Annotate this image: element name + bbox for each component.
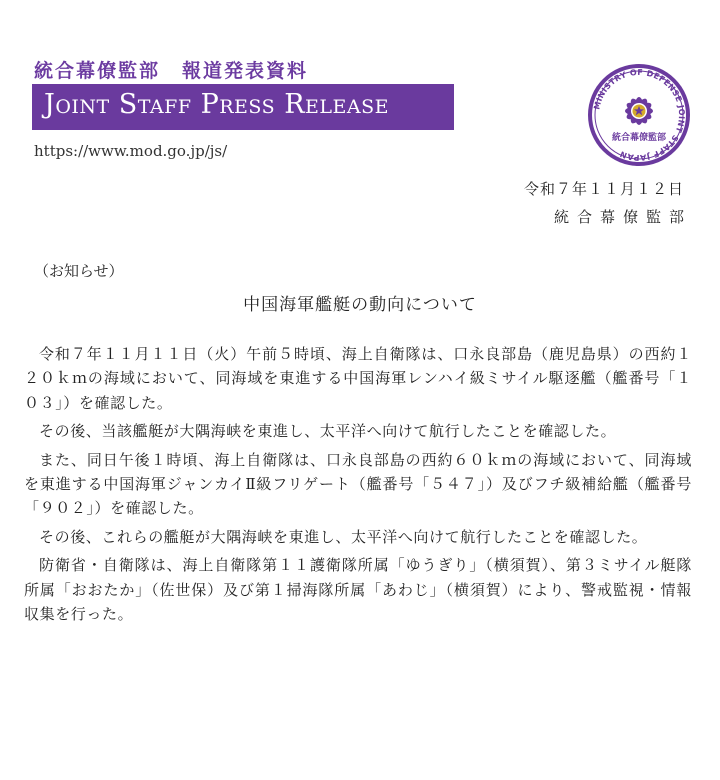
website-link[interactable]: https://www.mod.go.jp/js/	[34, 142, 228, 160]
document-title: 中国海軍艦艇の動向について	[243, 295, 477, 315]
seal-ring-text: MINISTRY OF DEFENSE JOINT STAFF JAPAN	[592, 67, 687, 163]
release-date: 令和７年１１月１２日	[523, 180, 684, 198]
paragraph: その後、当該艦艇が大隅海峡を東進し、太平洋へ向けて航行したことを確認した。	[39, 422, 617, 441]
org-name: 統合幕僚監部	[34, 60, 161, 82]
paragraph: 令和７年１１月１１日（火）午前５時頃、海上自衛隊は、口永良部島（鹿児島県）の西約１２０ｋｍの海域において、同海域を東進する中国海軍レンハイ級ミサイル駆逐艦（艦番号「１０３」）を確認した。	[24, 345, 692, 412]
joint-staff-seal-icon	[586, 62, 692, 168]
paragraph: 防衛省・自衛隊は、海上自衛隊第１１護衛隊所属「ゆうぎり」（横須賀）、第３ミサイル艇隊所属「おおたか」（佐世保）及び第１掃海隊所属「あわじ」（横須賀）により、警戒監視・情報収集を行った。	[24, 556, 692, 624]
press-release-banner	[32, 84, 454, 130]
issuer: 統合幕僚監部	[553, 208, 692, 226]
doc-type: 報道発表資料	[182, 60, 309, 82]
notice-label: （お知らせ）	[34, 262, 124, 280]
body-text	[24, 342, 692, 630]
header-org	[34, 56, 308, 83]
paragraph: その後、これらの艦艇が大隅海峡を東進し、太平洋へ向けて航行したことを確認した。	[39, 527, 648, 546]
seal-center-text: 統合幕僚監部	[611, 133, 667, 143]
paragraph: また、同日午後１時頃、海上自衛隊は、口永良部島の西約６０ｋｍの海域において、同海域を東進する中国海軍ジャンカイⅡ級フリゲート（艦番号「５４７」）及びフチ級補給艦（艦番号「９０２」）を確認した。	[24, 450, 692, 518]
banner-title: Joint Staff Press Release	[44, 89, 390, 120]
